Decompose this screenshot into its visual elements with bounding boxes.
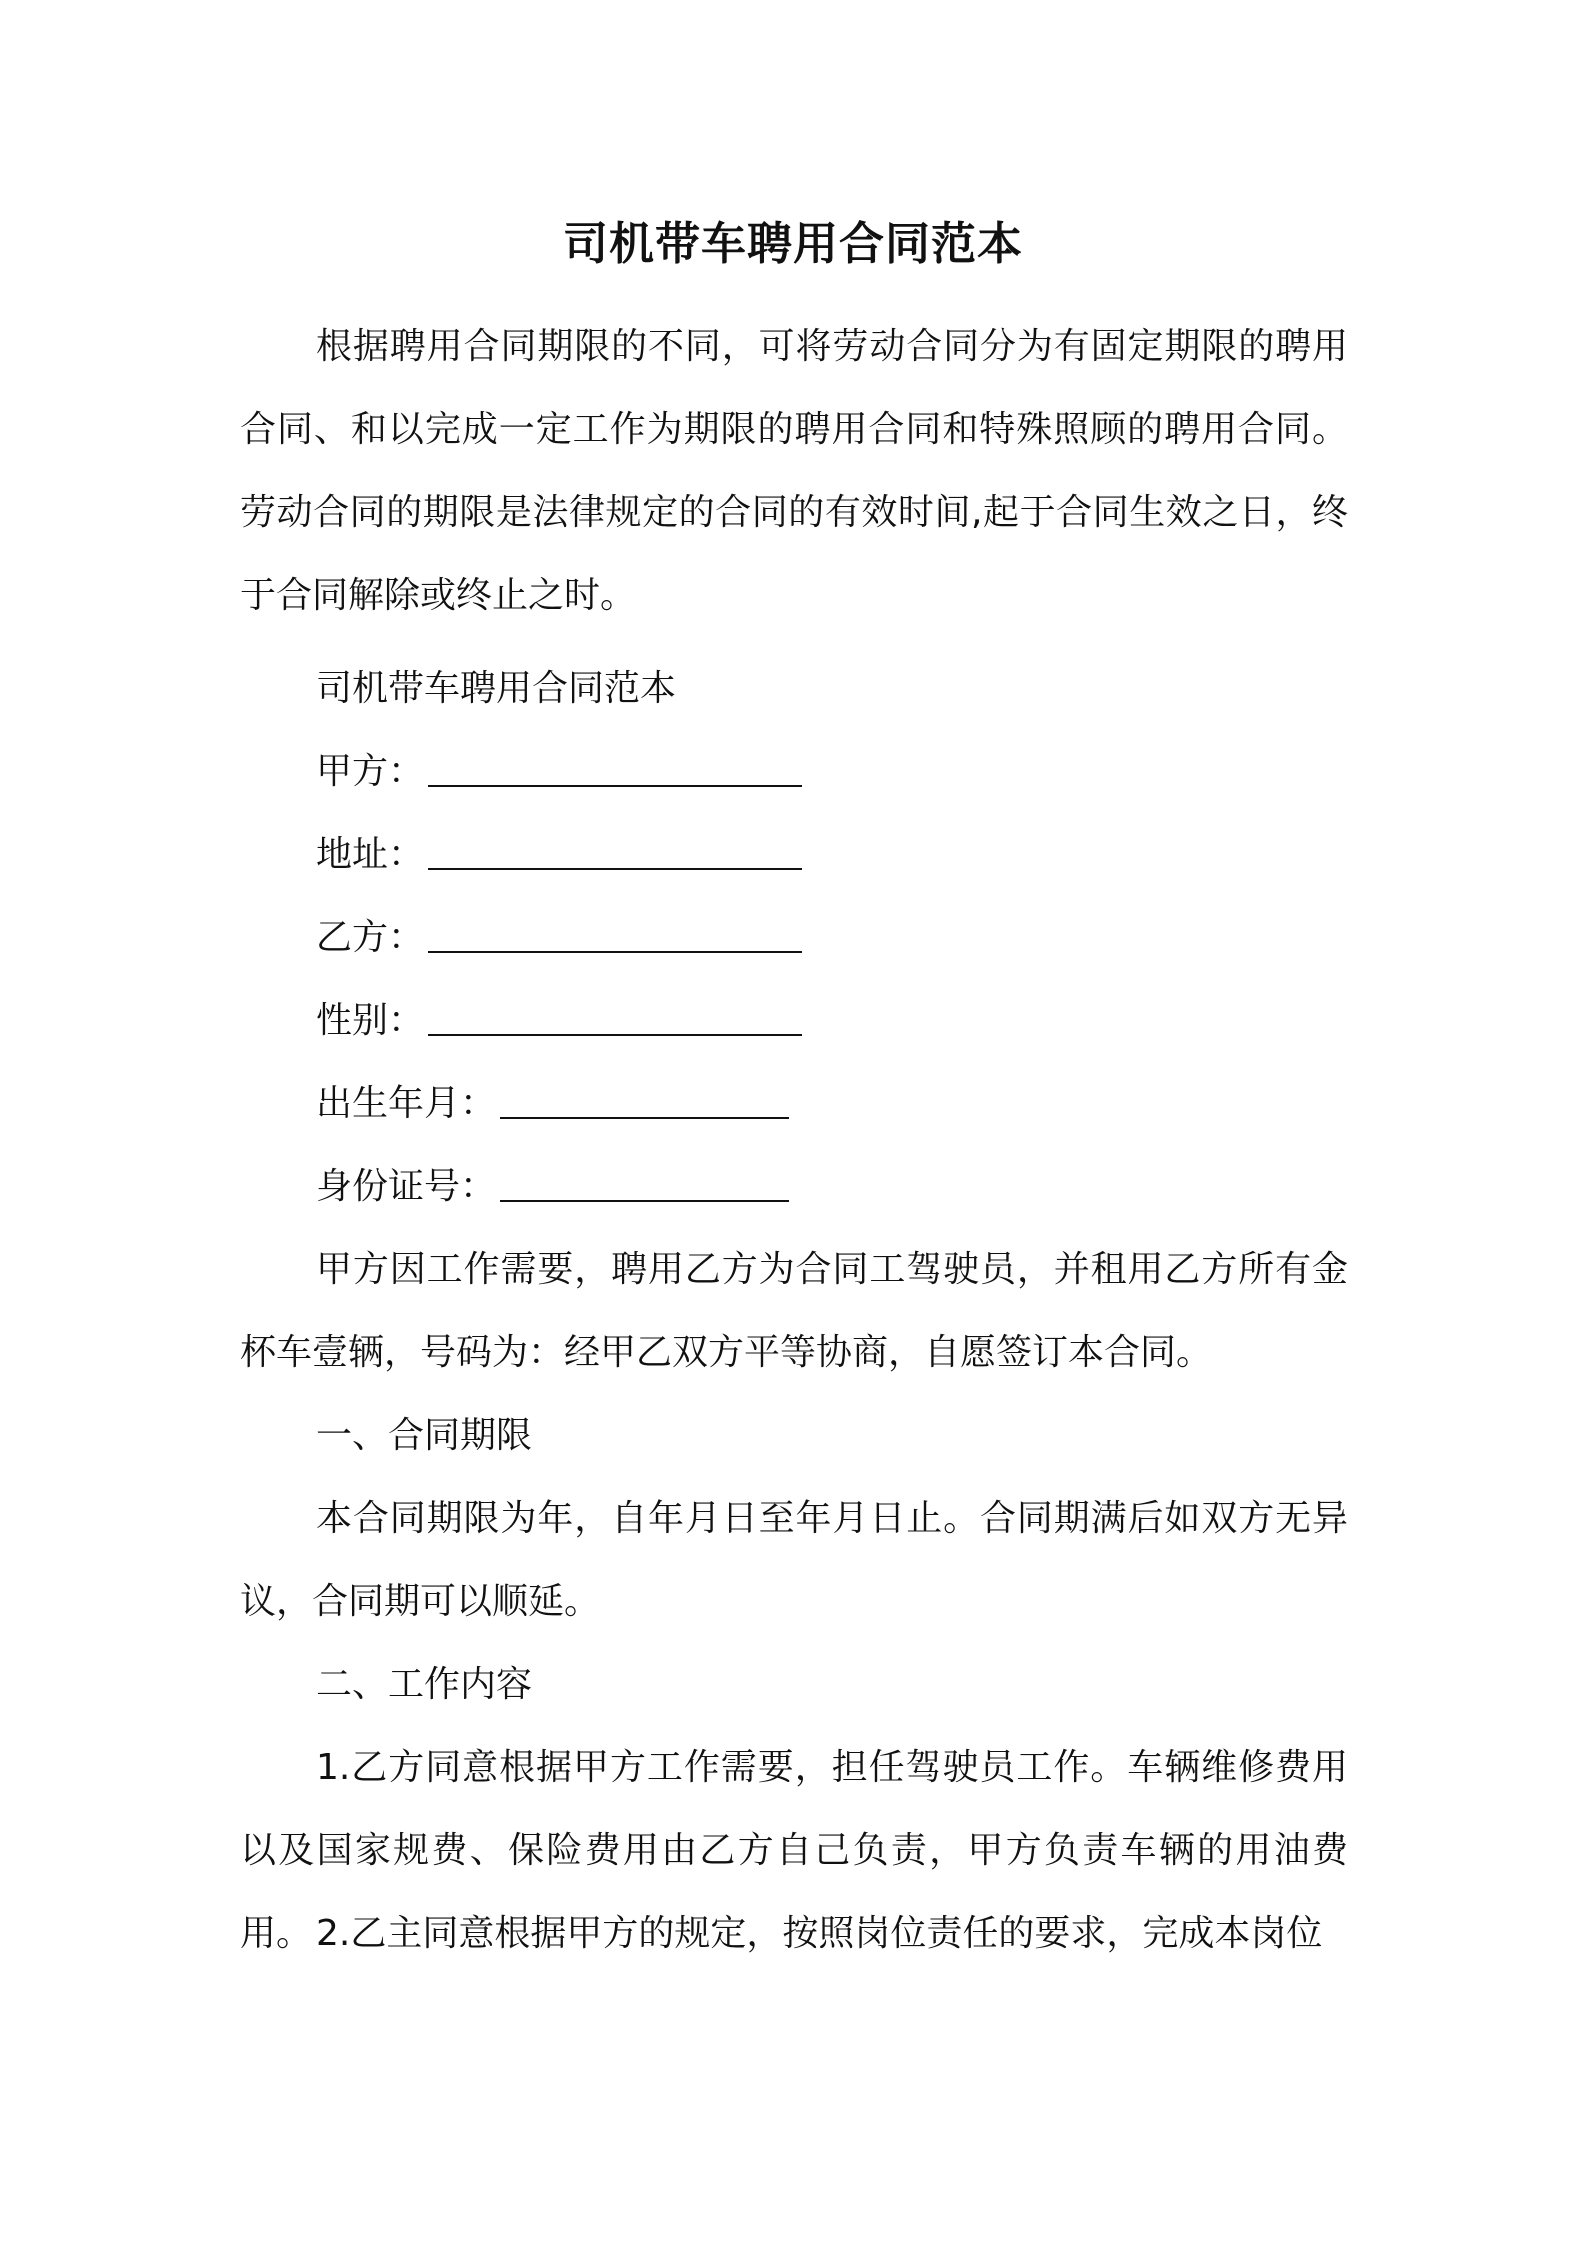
party-b-label: 乙方： <box>316 917 425 958</box>
intro-paragraph: 根据聘用合同期限的不同，可将劳动合同分为有固定期限的聘用合同、和以完成一定工作为期限的聘用合同和特殊照顾的聘用合同。劳动合同的期限是法律规定的合同的有效时间,起于合同生效之日，终于合同解除或终止之时。 <box>240 326 1348 616</box>
section-1-text: 本合同期限为年，自年月日至年月日止。合同期满后如双方无异议，合同期可以顺延。 <box>240 1498 1348 1622</box>
birth-date-field <box>316 1062 789 1145</box>
hire-paragraph: 甲方因工作需要，聘用乙方为合同工驾驶员，并租用乙方所有金杯车壹辆，号码为：经甲乙双方平等协商，自愿签订本合同。 <box>240 1249 1348 1373</box>
section-2-heading: 二、工作内容 <box>316 1664 533 1705</box>
gender-field <box>316 979 802 1062</box>
birth-date-blank <box>500 1077 789 1119</box>
id-number-blank <box>500 1160 789 1202</box>
party-a-label: 甲方： <box>316 751 425 792</box>
party-a-field <box>316 730 802 813</box>
address-label: 地址： <box>316 834 425 875</box>
gender-blank <box>428 994 802 1036</box>
document-title: 司机带车聘用合同范本 <box>562 217 1023 270</box>
party-b-blank <box>428 911 802 953</box>
section-2-item-2: 2.乙主同意根据甲方的规定，按照岗位责任的要求，完成本岗位 <box>316 1913 1323 1954</box>
address-field <box>316 813 802 896</box>
id-number-field <box>316 1145 789 1228</box>
section-1-heading: 一、合同期限 <box>316 1415 533 1456</box>
gender-label: 性别： <box>316 1000 425 1041</box>
address-blank <box>428 828 802 870</box>
subtitle: 司机带车聘用合同范本 <box>316 668 677 709</box>
party-a-blank <box>428 745 802 787</box>
section-2-item-1: 1.乙方同意根据甲方工作需要，担任驾驶员工作。车辆维修费用以及国家规费、保险费用由乙方自己负责，甲方负责车辆的用油费用。 <box>240 1747 1348 1954</box>
birth-date-label: 出生年月： <box>316 1083 497 1124</box>
id-number-label: 身份证号： <box>316 1166 497 1207</box>
party-b-field <box>316 896 802 979</box>
